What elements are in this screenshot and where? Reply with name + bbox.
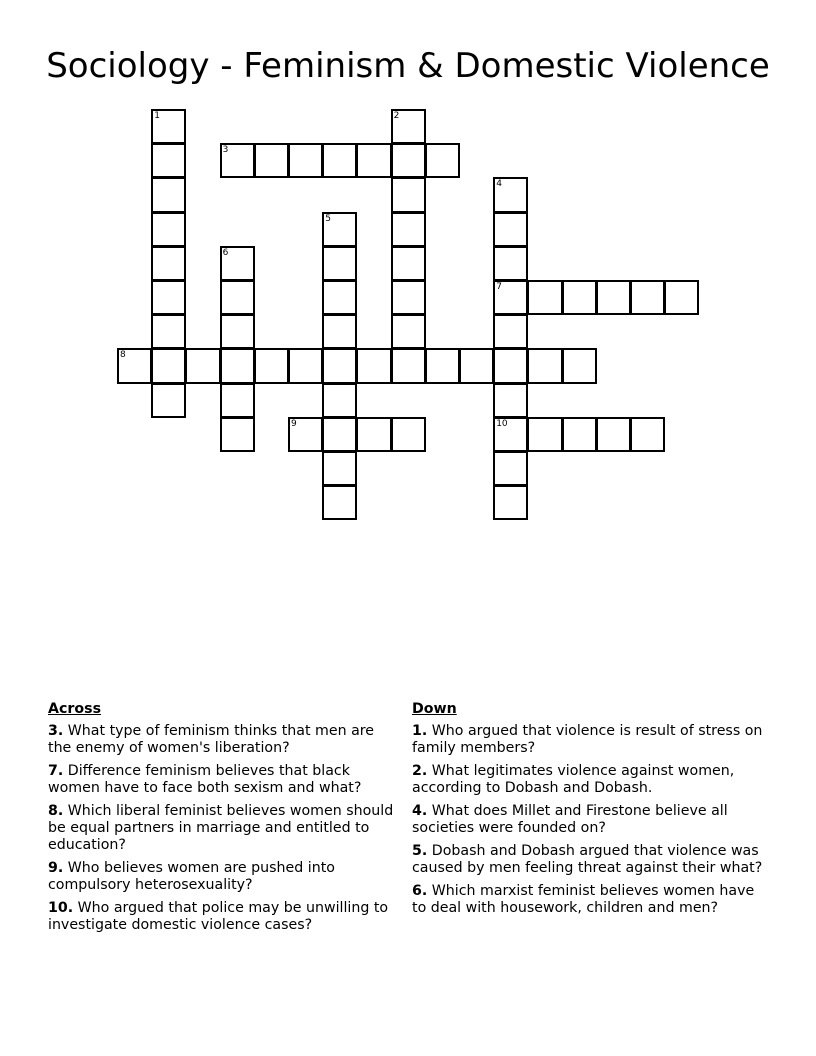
grid-cell[interactable] — [356, 417, 391, 452]
grid-cell[interactable] — [151, 212, 186, 247]
grid-cell[interactable] — [391, 212, 426, 247]
grid-cell[interactable] — [391, 348, 426, 383]
grid-cell[interactable] — [151, 280, 186, 315]
grid-cell[interactable] — [220, 246, 255, 281]
down-clue-6 — [412, 883, 764, 917]
grid-cell[interactable] — [493, 177, 528, 212]
puzzle-title: Sociology - Feminism & Domestic Violence — [46, 46, 770, 86]
grid-cell[interactable] — [322, 246, 357, 281]
grid-cell[interactable] — [322, 383, 357, 418]
grid-cell[interactable] — [322, 280, 357, 315]
clue-text: What does Millet and Firestone believe all societies were founded on? — [412, 803, 728, 836]
grid-cell[interactable] — [322, 485, 357, 520]
cell-number: 9 — [291, 418, 297, 429]
clue-text: Who argued that violence is result of stress on family members? — [412, 723, 763, 756]
down-clues — [412, 701, 764, 923]
grid-cell[interactable] — [117, 348, 152, 383]
grid-cell[interactable] — [151, 383, 186, 418]
grid-cell[interactable] — [151, 348, 186, 383]
across-clue-9 — [48, 860, 400, 894]
grid-cell[interactable] — [220, 383, 255, 418]
grid-cell[interactable] — [254, 143, 289, 178]
clue-text: What type of feminism thinks that men are the enemy of women's liberation? — [48, 723, 375, 756]
grid-cell[interactable] — [391, 109, 426, 144]
grid-cell[interactable] — [151, 109, 186, 144]
down-heading: Down — [412, 701, 457, 717]
clue-number: 1. — [412, 723, 428, 739]
cell-number: 10 — [496, 418, 508, 429]
grid-cell[interactable] — [322, 314, 357, 349]
grid-cell[interactable] — [596, 417, 631, 452]
cell-number: 1 — [154, 111, 160, 121]
grid-cell[interactable] — [562, 348, 597, 383]
grid-cell[interactable] — [391, 143, 426, 178]
cell-number: 4 — [496, 179, 502, 190]
grid-cell[interactable] — [322, 212, 357, 247]
grid-cell[interactable] — [220, 314, 255, 349]
grid-cell[interactable] — [527, 348, 562, 383]
grid-cell[interactable] — [288, 417, 323, 452]
clue-text: Who argued that police may be unwilling to investigate domestic violence cases? — [48, 900, 389, 933]
clue-number: 9. — [48, 860, 64, 876]
clue-text: Which liberal feminist believes women should be equal partners in marriage and entitled to education? — [48, 803, 394, 853]
grid-cell[interactable] — [185, 348, 220, 383]
grid-cell[interactable] — [322, 143, 357, 178]
clue-number: 8. — [48, 803, 64, 819]
grid-cell[interactable] — [391, 177, 426, 212]
across-clue-7 — [48, 763, 400, 797]
cell-number: 7 — [496, 282, 502, 292]
grid-cell[interactable] — [527, 417, 562, 452]
clue-number: 7. — [48, 763, 64, 779]
clue-number: 2. — [412, 763, 428, 779]
grid-cell[interactable] — [664, 280, 699, 315]
cell-number: 3 — [222, 145, 229, 156]
down-clue-1 — [412, 723, 764, 757]
grid-cell[interactable] — [254, 348, 289, 383]
cell-number: 8 — [120, 350, 126, 361]
grid-cell[interactable] — [220, 417, 255, 452]
grid-cell[interactable] — [527, 280, 562, 315]
cell-number: 2 — [393, 111, 400, 121]
clue-number: 6. — [412, 883, 428, 899]
across-heading: Across — [48, 701, 102, 717]
grid-cell[interactable] — [322, 451, 357, 486]
grid-cell[interactable] — [391, 246, 426, 281]
across-clues — [48, 701, 400, 940]
grid-cell[interactable] — [151, 314, 186, 349]
clue-text: What legitimates violence against women, according to Dobash and Dobash. — [412, 763, 735, 796]
grid-cell[interactable] — [151, 177, 186, 212]
grid-cell[interactable] — [425, 143, 460, 178]
grid-cell[interactable] — [288, 348, 323, 383]
grid-cell[interactable] — [220, 143, 255, 178]
down-clue-4 — [412, 803, 764, 837]
grid-cell[interactable] — [630, 417, 665, 452]
grid-cell[interactable] — [322, 417, 357, 452]
grid-cell[interactable] — [596, 280, 631, 315]
grid-cell[interactable] — [562, 280, 597, 315]
clue-text: Who believes women are pushed into compulsory heterosexuality? — [48, 860, 335, 893]
grid-cell[interactable] — [493, 383, 528, 418]
grid-cell[interactable] — [493, 280, 528, 315]
clue-text: Which marxist feminist believes women have to deal with housework, children and men? — [412, 883, 755, 916]
grid-cell[interactable] — [151, 246, 186, 281]
cell-number: 5 — [325, 213, 331, 224]
clue-number: 3. — [48, 723, 64, 739]
clue-number: 4. — [412, 803, 428, 819]
across-clue-3 — [48, 723, 400, 757]
grid-cell[interactable] — [493, 246, 528, 281]
grid-cell[interactable] — [322, 348, 357, 383]
grid-cell[interactable] — [493, 451, 528, 486]
grid-cell[interactable] — [391, 314, 426, 349]
grid-cell[interactable] — [151, 143, 186, 178]
grid-cell[interactable] — [425, 348, 460, 383]
down-clue-5 — [412, 843, 764, 877]
grid-cell[interactable] — [356, 348, 391, 383]
across-clue-10 — [48, 900, 400, 934]
grid-cell[interactable] — [630, 280, 665, 315]
grid-cell[interactable] — [493, 417, 528, 452]
grid-cell[interactable] — [391, 417, 426, 452]
across-clue-8 — [48, 803, 400, 854]
grid-cell[interactable] — [493, 348, 528, 383]
grid-cell[interactable] — [220, 348, 255, 383]
grid-cell[interactable] — [562, 417, 597, 452]
grid-cell[interactable] — [220, 280, 255, 315]
grid-cell[interactable] — [356, 143, 391, 178]
down-clue-2 — [412, 763, 764, 797]
cell-number: 6 — [222, 247, 229, 258]
grid-cell[interactable] — [493, 314, 528, 349]
grid-cell[interactable] — [288, 143, 323, 178]
clue-number: 5. — [412, 843, 428, 859]
grid-cell[interactable] — [493, 485, 528, 520]
grid-cell[interactable] — [391, 280, 426, 315]
clue-number: 10. — [48, 900, 74, 916]
clue-text: Dobash and Dobash argued that violence was caused by men feeling threat against their what? — [412, 843, 763, 876]
clue-text: Difference feminism believes that black women have to face both sexism and what? — [48, 763, 362, 796]
grid-cell[interactable] — [493, 212, 528, 247]
grid-cell[interactable] — [459, 348, 494, 383]
